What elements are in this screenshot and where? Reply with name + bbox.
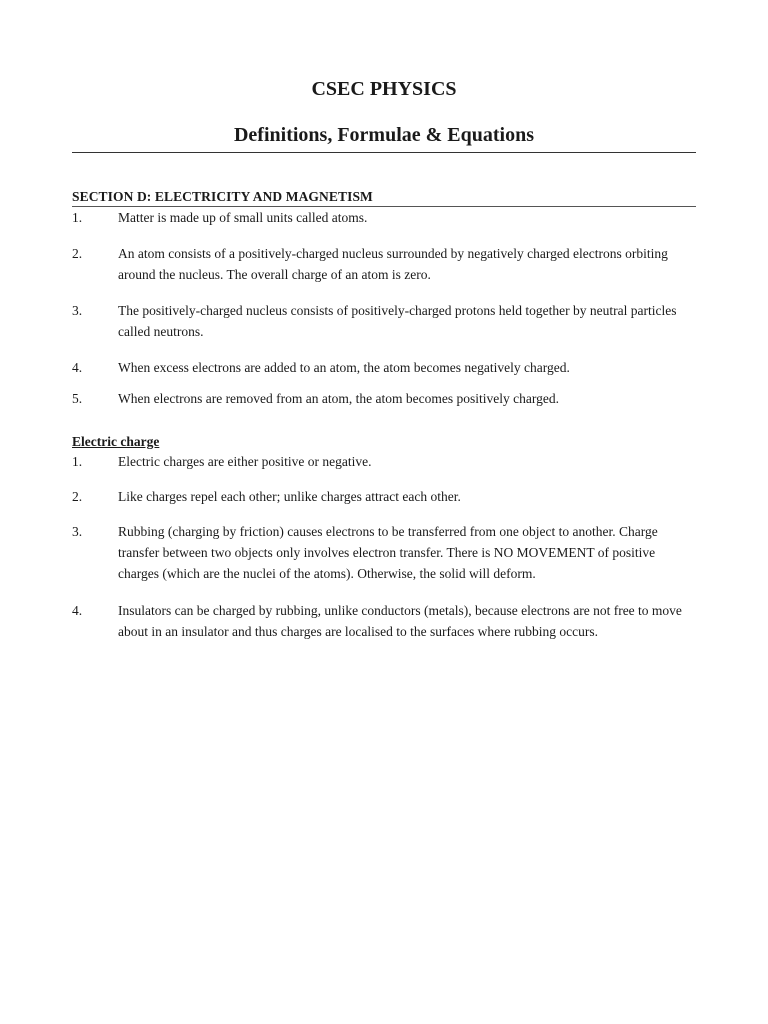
item-text: Electric charges are either positive or negative. <box>118 454 372 469</box>
item-text: Rubbing (charging by friction) causes electrons to be transferred from one object to another. Charge transfer between two objects only involves electron transfer. There is NO MOVEMENT of positive charges (which are the nuclei of the atoms). Otherwise, the solid will deform. <box>118 524 658 581</box>
atom-facts-list <box>72 207 696 409</box>
list-item <box>72 486 696 507</box>
item-number: 2. <box>72 489 83 504</box>
item-number: 1. <box>72 454 83 469</box>
list-item <box>72 207 696 228</box>
section-heading: SECTION D: ELECTRICITY AND MAGNETISM <box>72 189 373 204</box>
electric-charge-heading: Electric charge <box>72 434 160 449</box>
item-number: 1. <box>72 210 83 225</box>
item-number: 5. <box>72 391 83 406</box>
item-text: Like charges repel each other; unlike charges attract each other. <box>118 489 461 504</box>
electric-charge-list <box>72 451 696 642</box>
item-number: 4. <box>72 603 83 618</box>
item-text: When excess electrons are added to an atom, the atom becomes negatively charged. <box>118 360 570 375</box>
item-text: When electrons are removed from an atom, the atom becomes positively charged. <box>118 391 559 406</box>
item-text: An atom consists of a positively-charged nucleus surrounded by negatively charged electrons orbiting around the nucleus. The overall charge of an atom is zero. <box>118 246 668 282</box>
document-title: CSEC PHYSICS <box>311 78 457 100</box>
list-item <box>72 357 696 378</box>
list-item <box>72 243 696 285</box>
item-number: 4. <box>72 360 83 375</box>
list-item <box>72 300 696 342</box>
item-text: The positively-charged nucleus consists of positively-charged protons held together by neutral particles called neutrons. <box>118 303 677 339</box>
item-number: 2. <box>72 246 83 261</box>
list-item <box>72 451 696 472</box>
list-item <box>72 600 696 642</box>
list-item <box>72 521 696 584</box>
item-text: Insulators can be charged by rubbing, unlike conductors (metals), because electrons are not free to move about in an insulator and thus charges are localised to the surfaces where rubbing occurs. <box>118 603 682 639</box>
document-subtitle: Definitions, Formulae & Equations <box>233 124 535 146</box>
list-item <box>72 388 696 409</box>
item-number: 3. <box>72 303 83 318</box>
title-divider <box>72 152 696 153</box>
item-number: 3. <box>72 524 83 539</box>
item-text: Matter is made up of small units called atoms. <box>118 210 368 225</box>
